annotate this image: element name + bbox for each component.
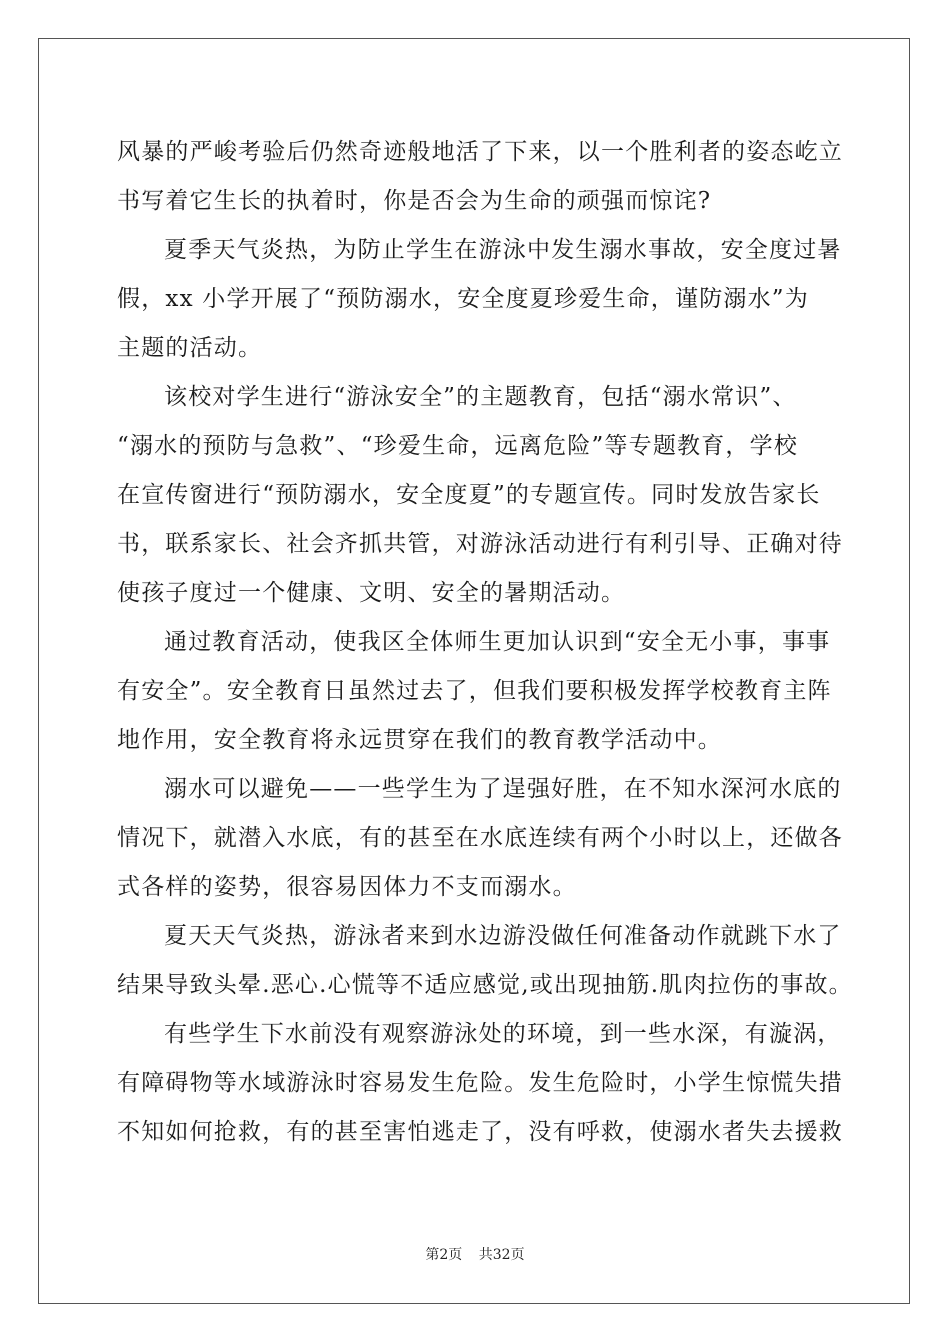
page-footer: [0, 1244, 950, 1264]
text-line: 书，联系家长、社会齐抓共管，对游泳活动进行有利引导、正确对待: [117, 531, 843, 557]
text-line: 有安全”。安全教育日虽然过去了，但我们要积极发挥学校教育主阵: [117, 678, 832, 704]
text-line: “溺水的预防与急救”、“珍爱生命，远离危险”等专题教育，学校: [117, 433, 799, 459]
document-body: [117, 128, 853, 1157]
text-line: 风暴的严峻考验后仍然奇迹般地活了下来，以一个胜利者的姿态屹立: [117, 139, 843, 165]
text-line: 式各样的姿势，很容易因体力不支而溺水。: [117, 874, 577, 900]
text-line: 地作用，安全教育将永远贯穿在我们的教育教学活动中。: [117, 727, 722, 753]
text-line: 该校对学生进行“游泳安全”的主题教育，包括“溺水常识”、: [164, 384, 797, 410]
text-line: 夏天天气炎热，游泳者来到水边游没做任何准备动作就跳下水了: [164, 923, 842, 949]
text-line: 书写着它生长的执着时，你是否会为生命的顽强而惊诧?: [117, 188, 712, 214]
text-line: 结果导致头晕.恶心.心慌等不适应感觉,或出现抽筋.肌肉拉伤的事故。: [117, 972, 853, 998]
text-line: 主题的活动。: [117, 335, 263, 361]
page-total: 共32页: [478, 1247, 525, 1263]
text-line: 有障碍物等水域游泳时容易发生危险。发生危险时，小学生惊慌失措: [117, 1070, 843, 1096]
page-number: 第2页: [425, 1247, 463, 1263]
text-line: 假，xx 小学开展了“预防溺水，安全度夏珍爱生命，谨防溺水”为: [117, 286, 809, 312]
text-line: 通过教育活动，使我区全体师生更加认识到“安全无小事，事事: [164, 629, 831, 655]
text-line: 夏季天气炎热，为防止学生在游泳中发生溺水事故，安全度过暑: [164, 237, 842, 263]
text-line: 溺水可以避免——一些学生为了逞强好胜，在不知水深河水底的: [164, 776, 842, 802]
text-line: 在宣传窗进行“预防溺水，安全度夏”的专题宣传。同时发放告家长: [117, 482, 821, 508]
text-line: 不知如何抢救，有的甚至害怕逃走了，没有呼救，使溺水者失去援救: [117, 1119, 843, 1145]
text-line: 有些学生下水前没有观察游泳处的环境，到一些水深，有漩涡，: [164, 1021, 842, 1047]
text-line: 情况下，就潜入水底，有的甚至在水底连续有两个小时以上，还做各: [117, 825, 843, 851]
text-line: 使孩子度过一个健康、文明、安全的暑期活动。: [117, 580, 626, 606]
